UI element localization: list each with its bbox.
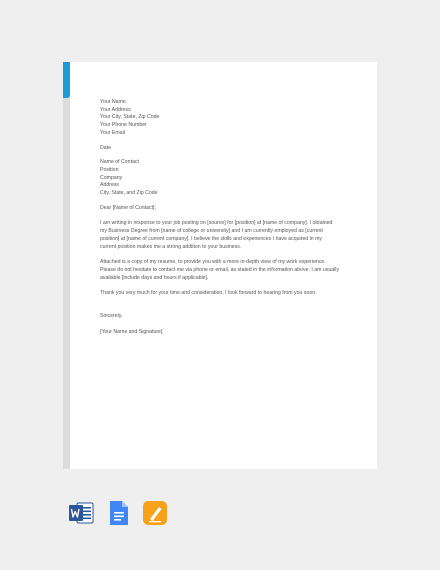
paragraph-1-line: I am writing in response to your job posting on [source] for [position] at [name of company]. I obtained xyxy=(100,220,333,227)
closing: Sincerely, xyxy=(100,313,123,320)
recipient-company: Company xyxy=(100,174,123,181)
page-accent-tab xyxy=(63,62,70,98)
document-page xyxy=(63,62,377,469)
signature: [Your Name and Signature] xyxy=(100,328,163,335)
google-docs-icon[interactable] xyxy=(105,500,131,526)
salutation: Dear [Name of Contact]; xyxy=(100,204,156,211)
paragraph-2-line: Attached is a copy of my resume, to provide you with a more in-depth view of my work experience. xyxy=(100,259,326,266)
recipient-position: Position xyxy=(100,166,119,173)
letter-date: Date xyxy=(100,144,111,151)
sender-city: Your City, State, Zip Code xyxy=(100,114,160,121)
pages-icon[interactable] xyxy=(142,500,168,526)
paragraph-3: Thank you very much for your time and consideration, I look forward to hearing from you soon. xyxy=(100,290,317,297)
recipient-city: City, State, and Zip Code xyxy=(100,190,158,197)
paragraph-2-line: available [include days and hours if applicable]. xyxy=(100,274,209,281)
sender-name: Your Name xyxy=(100,99,126,105)
format-icons xyxy=(68,500,168,526)
sender-email: Your Email xyxy=(100,129,125,136)
paragraph-2-line: Please do not hesitate to contact me via phone or email, as stated in the information above. I am usually xyxy=(100,266,340,273)
sender-phone: Your Phone Number xyxy=(100,122,147,129)
sender-address: Your Address xyxy=(100,106,131,113)
word-icon[interactable] xyxy=(68,500,94,526)
letter-body xyxy=(100,99,340,336)
paragraph-1-line: my Business Degree from [name of college or university] and I am currently employed as [current xyxy=(100,228,323,235)
recipient-name: Name of Contact xyxy=(100,159,139,166)
page-left-gutter xyxy=(63,62,70,469)
paragraph-1-line: position] at [name of current company]. I believe the skills and experiences I have acquired in my xyxy=(100,235,323,242)
recipient-address: Address xyxy=(100,182,120,189)
paragraph-1-line: current position makes me a strong addition to your business. xyxy=(100,243,242,250)
